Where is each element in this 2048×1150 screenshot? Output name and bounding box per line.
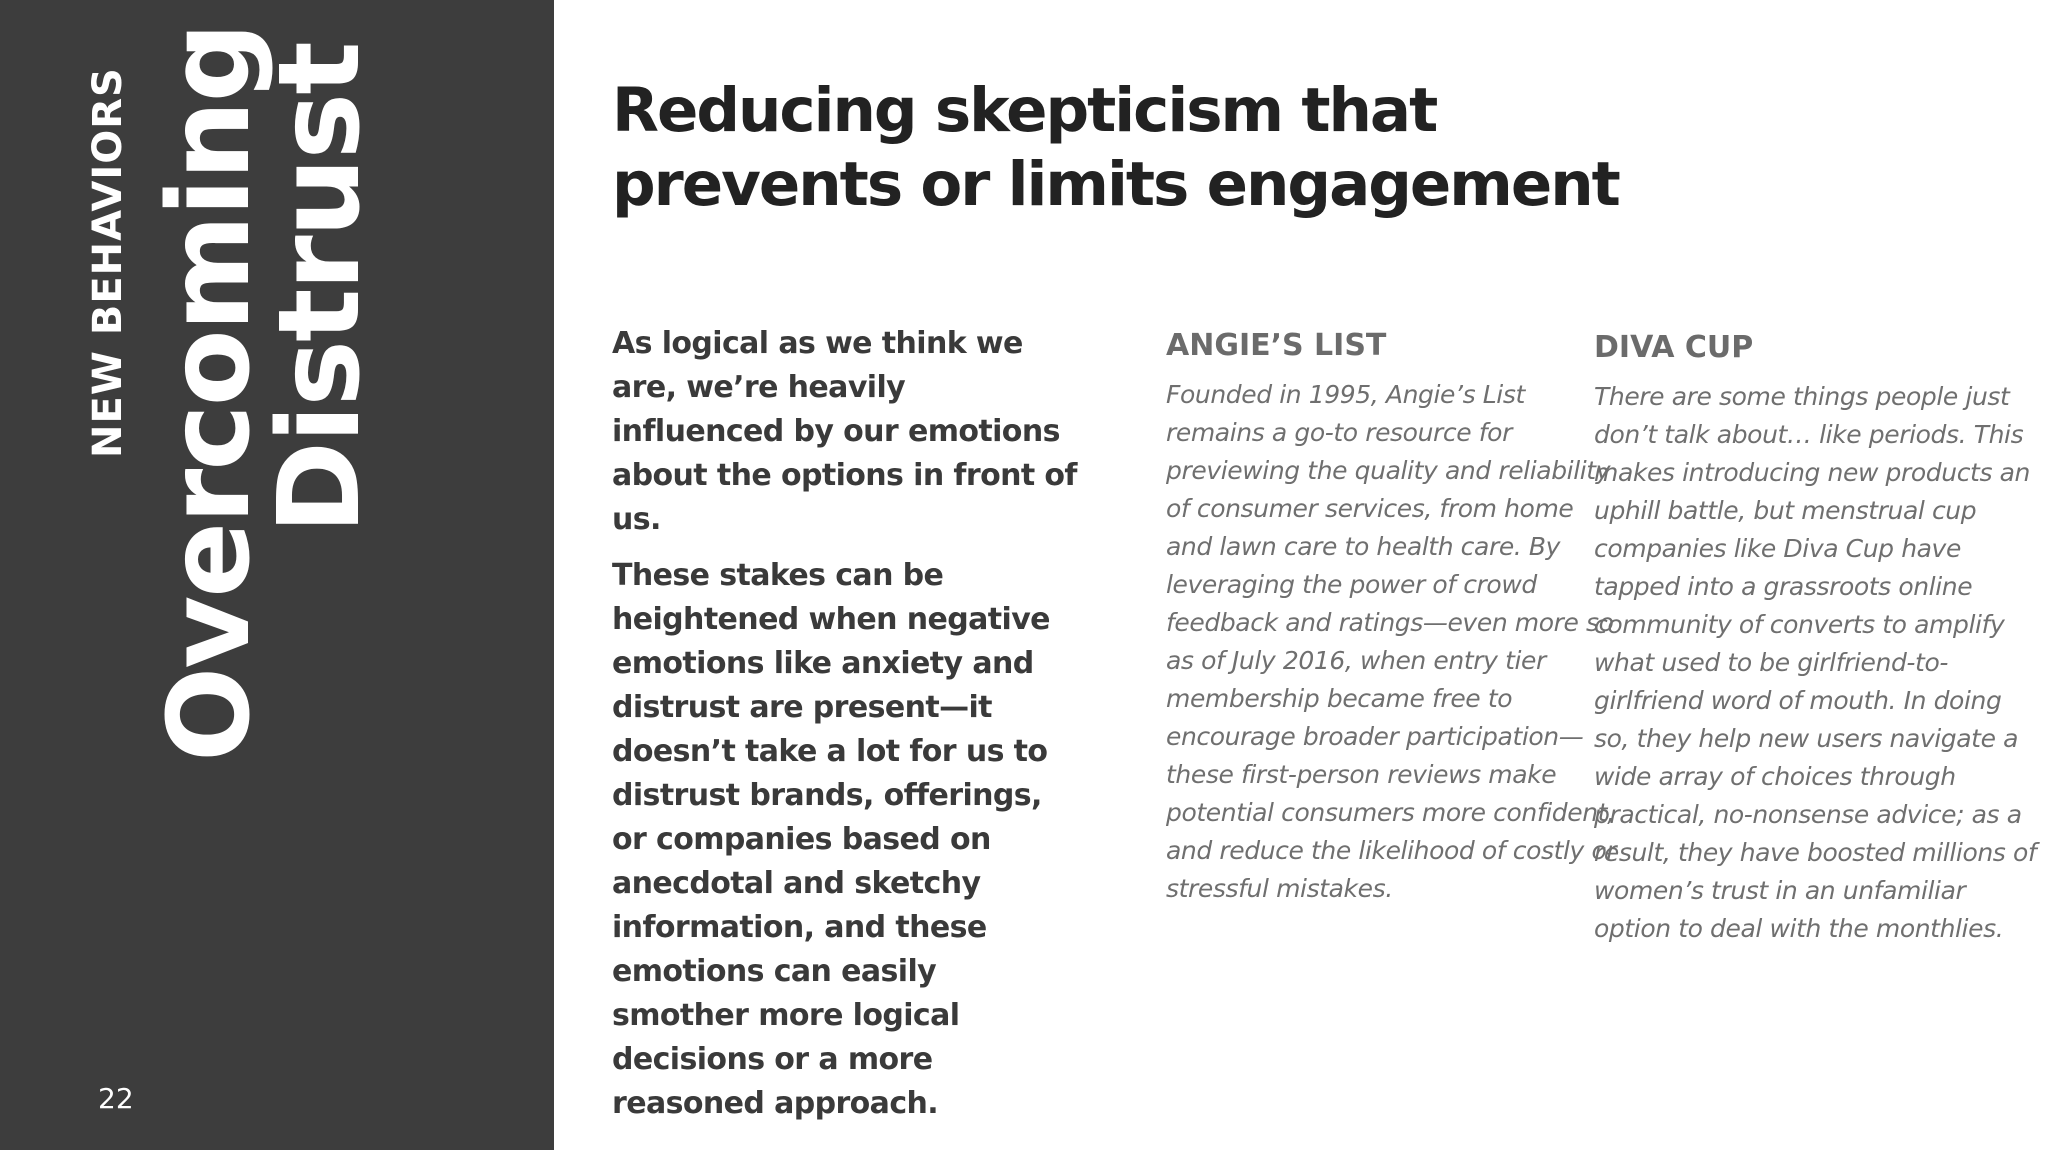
title-line-distrust: Distrust <box>255 43 385 534</box>
case-body: Founded in 1995, Angie’s List remains a go-to resource for previewing the quality and reliability of consumer services, from home and lawn care to health care. By leveraging the power of crowd feedback and ratings—even more so as of July 2016, when entry tier membership became free to encourage broader participation—these first-person reviews make potential consumers more confident, and reduce the likelihood of costly or stressful mistakes. <box>1166 380 1617 903</box>
intro-paragraph-2: These stakes can be heightened when negative emotions like anxiety and distrust are present—it doesn’t take a lot for us to distrust brands, offerings, or companies based on anecdotal and sketchy information, and these emotions can easily smother more logical decisions or a more reasoned approach. <box>612 558 1050 1121</box>
section-label: NEW BEHAVIORS <box>85 67 131 458</box>
intro-text <box>612 322 1082 1138</box>
headline-line-1: Reducing skepticism that <box>612 75 1437 146</box>
page-number: 22 <box>98 1082 134 1115</box>
intro-paragraph-1: As logical as we think we are, we’re heavily influenced by our emotions about the options in front of us. <box>612 326 1077 537</box>
case-study-diva-cup <box>1594 328 2044 948</box>
case-body: There are some things people just don’t talk about… like periods. This makes introducing new products an uphill battle, but menstrual cup companies like Diva Cup have tapped into a grassroots online community of converts to amplify what used to be girlfriend-to-girlfriend word of mouth. In doing so, they help new users navigate a wide array of choices through practical, no-nonsense advice; as a result, they have boosted millions of women’s trust in an unfamiliar option to deal with the monthlies. <box>1594 382 2037 943</box>
case-heading: DIVA CUP <box>1594 330 1754 365</box>
case-study-angies-list <box>1166 326 1626 908</box>
case-heading: ANGIE’S LIST <box>1166 328 1387 363</box>
headline-line-2: prevents or limits engagement <box>612 149 1619 220</box>
page-title <box>612 74 1762 222</box>
title-line-overcoming: Overcoming <box>145 24 275 762</box>
sidebar-panel <box>0 0 554 1150</box>
